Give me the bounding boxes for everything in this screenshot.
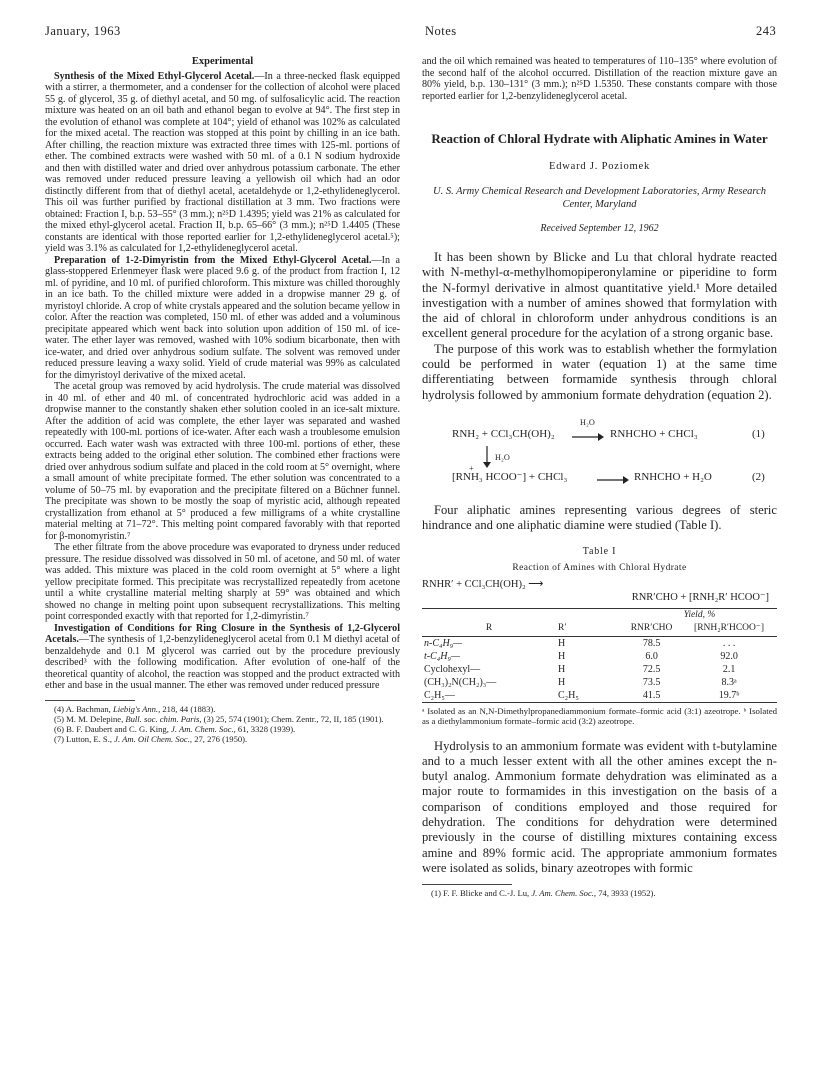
table-header-row xyxy=(422,622,777,636)
page-number: 243 xyxy=(756,24,777,38)
paragraph-text: —The synthesis of 1,2-benzylideneglycerol acetal from 0.1 M diethyl acetal of benzaldehyde and 0.1 M glycerol was carried out by the procedure previously described³ with the following modification. After evolution of one-half of the theoretical quantity of alcohol, the reaction was stopped and the product extracted with ether and base in the usual manner. The ether was removed under reduced pressure xyxy=(45,634,400,691)
header-spacer xyxy=(422,608,556,622)
reaction-equations xyxy=(422,415,777,493)
table-row xyxy=(422,636,777,650)
footnote-author: (7) Lutton, E. S., xyxy=(54,733,115,744)
eq2-arrow-icon xyxy=(597,475,629,485)
cell-formate: . . . xyxy=(722,637,736,649)
intro-paragraph: It has been shown by Blicke and Lu that chloral hydrate reacted with N-methyl-α-methylhomopiperonylamine or piperidine to form the N-formyl derivative in almost quantitative yield.¹ More detailed investigation with a number of amines showed that formylation with the aid of chloral in chloroform under anhydrous conditions is an excellent general procedure for the acylation of a strong organic base. xyxy=(422,250,777,341)
paragraph-lead: Preparation of 1-2-Dimyristin from the Mixed Ethyl-Glycerol Acetal. xyxy=(54,254,372,266)
table-footnote: ᵃ Isolated as an N,N-Dimethylpropanediammonium formate–formic acid (3:1) azeotrope. ᵇ Isolated as a diethylammonium formate–formic acid (3:2) azeotrope. xyxy=(422,705,777,727)
footnote-6 xyxy=(45,724,400,734)
table-caption: Reaction of Amines with Chloral Hydrate xyxy=(512,563,687,574)
article-author: Edward J. Poziomek xyxy=(548,161,650,172)
cell-r: Cyclohexyl— xyxy=(424,663,481,675)
yield-header: Yield, % xyxy=(622,608,777,622)
paragraph-mixed-acetal-synthesis xyxy=(45,71,400,255)
cell-r-prime: H xyxy=(558,650,566,662)
paragraph-text: The ether filtrate from the above procedure was evaporated to dryness under reduced pressure. The residue dissolved was dissolved in 50 ml. of acetone, and 50 ml. of water was added. This mixture was placed in the cold room overnight at 5° where a light yellow precipitate formed. This precipitate was recrystallized repeatedly from acetone until a white crystalline material melting sharply at 59° was obtained and which showed no change in melting point upon subsequent recrystallizations. This melting point corresponded exactly with that reported for 1,2-dimyristin.⁷ xyxy=(45,542,400,622)
footnote-author: (1) F. F. Blicke and C.-J. Lu, xyxy=(431,888,532,899)
article-affiliation: U. S. Army Chemical Research and Development Laboratories, Army Research Center, Maryland xyxy=(432,185,767,210)
footnote-journal: Bull. soc. chim. Paris, xyxy=(125,713,202,724)
running-header-date: January, 1963 xyxy=(45,24,121,38)
eq1-reactants: RNH₂ + CCl₃CH(OH)₂ xyxy=(452,427,555,440)
header-r-prime: R′ xyxy=(558,623,567,634)
paragraph-dimyristin-prep xyxy=(45,255,400,382)
results-table xyxy=(422,608,777,703)
header-formate: [RNH₂R′HCOO⁻] xyxy=(694,623,765,634)
eq1-products: RNHCHO + CHCl₃ xyxy=(610,427,698,440)
table-row xyxy=(422,663,777,676)
cell-formamide: 78.5 xyxy=(642,637,661,649)
amines-studied-paragraph: Four aliphatic amines representing various degrees of steric hindrance and one aliphatic diamine were studied (Table I). xyxy=(422,502,777,533)
cell-r: t-C₄H₉— xyxy=(424,650,460,662)
eq2-number: (2) xyxy=(752,470,765,483)
cell-r: n-C₄H₉— xyxy=(424,637,463,649)
footnote-journal: J. Am. Chem. Soc., xyxy=(171,723,236,734)
discussion-body xyxy=(422,739,777,877)
eq2-products: RNHCHO + H₂O xyxy=(634,470,712,483)
discussion-paragraph: Hydrolysis to an ammonium formate was evident with t-butylamine and to a much lesser extent with all the other amines except the n-butyl analog. Ammonium formate dehydration was eliminated as a major route to formamides in this investigation on the basis of a comparison of conditions employed and those required for dehydration. The conditions for dehydration were determined previously in the course of distilling mixtures containing excess amine and 89% formic acid. The appropriate ammonium formates were isolated as solids, binary azeotropes with formic xyxy=(422,738,777,875)
footnote-citation: 74, 3933 (1952). xyxy=(596,888,656,899)
table-equation xyxy=(422,578,777,604)
eq1-number: (1) xyxy=(752,427,765,440)
cell-formate: 8.3ᵃ xyxy=(721,676,737,688)
paragraph-text: —In a three-necked flask equipped with a stirrer, a thermometer, and a condenser for the collection of alcohol were placed 55 g. of glycerol, 35 g. of diethyl acetal, and 50 mg. of sulfosalicylic acid. The reaction mixture was heated on an oil bath and ethanol began to evolve at 94°. The first step in the evolution of ethanol was complete at 104°; yield of ethanol was 102% as calculated for the mixed acetal. The reaction was stopped at this point by chilling in an ice bath. After chilling, the reaction mixture was extracted three times with 125-ml. portions of ether. The combined extracts were washed with 50 ml. of a 0.1 N sodium hydroxide and then with distilled water and dried over anhydrous potassium carbonate. The ether was removed under reduced pressure leaving a yellowish oil which had an odor distinctly different from that of diethyl acetal, acetaldehyde or 1,2-ethylideneglycerol. This oil was further purified by fractional distillation at 3 mm. Two fractions were obtained: Fraction I, b.p. 53–55° (3 mm.); n²⁵D 1.4395; yield was 21% as calculated for the mixed ethyl-glycerol acetal. Fraction II, b.p. 65–66° (3 mm.); n²⁵D 1.4405 (These constants are identical with those reported earlier for 1,2-ethylideneglycerol acetal.⁵); yield was 3.1% as calculated for 1,2-ethylideneglycerol acetal. xyxy=(45,70,400,254)
cell-formate: 19.7ᵇ xyxy=(681,689,777,703)
footnote-1 xyxy=(422,888,777,898)
table-row xyxy=(422,676,777,689)
paragraph-text: —In a glass-stoppered Erlenmeyer flask were placed 9.6 g. of the product from fraction I, 12 ml. of pyridine, and 10 ml. of purified chloroform. This mixture was chilled thoroughly in an ice bath. To the chilled mixture were added in a dropwise manner 29 g. of myristoyl chloride. A crop of white crystals appeared and the solution became yellow in color. After the reaction was completed, 150 ml. of ether was added and a voluminous precipitate appeared which went back into solution upon addition of 150 ml. of ice-water. The ether layer was removed, washed with 10% sodium bicarbonate, then with ice-water, and dried over anhydrous sodium sulfate. The solvent was removed under reduced pressure leaving a waxy solid. Yield of crude material was 99% as calculated for the dimyristoyl derivative of the mixed acetal. xyxy=(45,254,400,381)
table-row xyxy=(422,650,777,663)
paragraph-ether-filtrate xyxy=(45,542,400,623)
cell-formamide: 6.0 xyxy=(645,650,658,662)
footnote-citation: 61, 3328 (1939). xyxy=(235,723,296,734)
cell-r-prime: H xyxy=(558,676,566,688)
table-equation-products: RNR′CHO + [RNH₂R′ HCOO⁻] xyxy=(631,591,769,603)
footnote-author: (4) A. Bachman, xyxy=(54,703,113,714)
cell-r-prime: C₂H₅ xyxy=(556,689,622,703)
eq2-charge: + xyxy=(469,463,474,473)
received-date: Received September 12, 1962 xyxy=(540,222,659,234)
cell-r: (CH₃)₂N(CH₂)₃— xyxy=(424,676,497,688)
continuation-paragraph: and the oil which remained was heated to temperatures of 110–135° where evolution of the second half of the alcohol occurred. Distillation of the reaction mixture gave an 80% yield, b.p. 130–131° (3 mm.); n²⁵D 1.5350. These constants compare with those reported earlier for 1,2-benzylideneglycerol acetal. xyxy=(422,56,777,102)
eq2-reactants: [RNH₃ HCOO⁻] + CHCl₃ xyxy=(452,470,568,483)
footnote-author: (6) B. F. Daubert and C. G. King, xyxy=(54,723,171,734)
footnote-journal: J. Am. Oil Chem. Soc., xyxy=(114,733,193,744)
article-title: Reaction of Chloral Hydrate with Aliphatic Amines in Water xyxy=(431,131,768,146)
footnote-rule xyxy=(45,700,135,701)
header-r: R xyxy=(485,623,493,634)
cell-formate: 92.0 xyxy=(720,650,738,662)
down-arrow-icon xyxy=(482,446,492,468)
header-spacer xyxy=(556,608,622,622)
eq1-arrow-icon xyxy=(572,432,604,442)
paragraph-text: The acetal group was removed by acid hydrolysis. The crude material was dissolved in 40 ml. of ether and 40 ml. of concentrated hydrochloric acid was added in a dropwise manner to the constantly shaken ether solution cooled in an ice-salt mixture. After the addition of acid was complete, the ether layer was separated and washed repeatedly with 100-ml. portions of ice-water. After each wash a troublesome emulsion occurred. Each water wash was extracted with three 100-ml. portions of ether, these extracts being added to the original ether solution. The combined ether fractions were dried over anhydrous sodium sulfate and placed in the cold room at 5° overnight, where a small amount of white precipitate formed. The ether solution was concentrated to a volume of 50–75 ml. by evaporation and the precipitate filtered on a Büchner funnel. The precipitate was shown to be mostly the soap of myristic acid, although repeated crystallization from ethanol at 5° produced a few milligrams of a white crystalline material melting at 71–72°. This melting point compared favorably with that reported for β-monomyristin.⁷ xyxy=(45,381,400,542)
article-body xyxy=(422,250,777,534)
footnote-citation: 218, 44 (1883). xyxy=(160,703,216,714)
right-column xyxy=(422,56,777,898)
footnote-5 xyxy=(45,714,400,724)
left-column xyxy=(45,56,400,744)
footnote-7 xyxy=(45,734,400,744)
table-equation-reactants: RNHR′ + CCl₃CH(OH)₂ ⟶ xyxy=(422,578,544,590)
cell-formate: 2.1 xyxy=(722,663,736,675)
table-row xyxy=(422,689,777,703)
paragraph-lead: Investigation of Conditions for Ring Closure in the Synthesis of 1,2-Glycerol Acetals. xyxy=(45,622,400,645)
footnote-rule xyxy=(422,884,512,885)
footnote-citation: (3) 25, 574 (1901); Chem. Zentr., 72, II, 185 (1901). xyxy=(201,713,384,724)
eq1-condition: H₂O xyxy=(580,417,595,427)
down-condition: H₂O xyxy=(495,452,510,462)
table-header-row xyxy=(422,608,777,622)
footnote-author: (5) M. M. Delepine, xyxy=(54,713,126,724)
cell-r-prime: H xyxy=(558,637,566,649)
table-title: Table I xyxy=(582,545,617,557)
paragraph-ring-closure xyxy=(45,623,400,692)
cell-r-prime: H xyxy=(558,663,566,675)
cell-formamide: 41.5 xyxy=(622,689,681,703)
paragraph-acid-hydrolysis xyxy=(45,381,400,542)
experimental-heading: Experimental xyxy=(191,56,254,67)
cell-formamide: 72.5 xyxy=(642,663,661,675)
running-header-section: Notes xyxy=(425,24,457,38)
footnote-citation: 27, 276 (1950). xyxy=(192,733,248,744)
footnote-journal: Liebig's Ann., xyxy=(112,703,161,714)
purpose-paragraph: The purpose of this work was to establish whether the formylation could be performed in water (equation 1) at the same time differentiating between formamide synthesis through chloral hydrolysis followed by ammonium formate dehydration (equation 2). xyxy=(422,341,777,402)
footnote-journal: J. Am. Chem. Soc., xyxy=(531,888,597,899)
header-formamide: RNR′CHO xyxy=(630,623,673,634)
cell-formamide: 73.5 xyxy=(642,676,661,688)
footnote-4 xyxy=(45,704,400,714)
cell-r: C₂H₅— xyxy=(422,689,556,703)
paragraph-lead: Synthesis of the Mixed Ethyl-Glycerol Acetal. xyxy=(54,70,255,82)
